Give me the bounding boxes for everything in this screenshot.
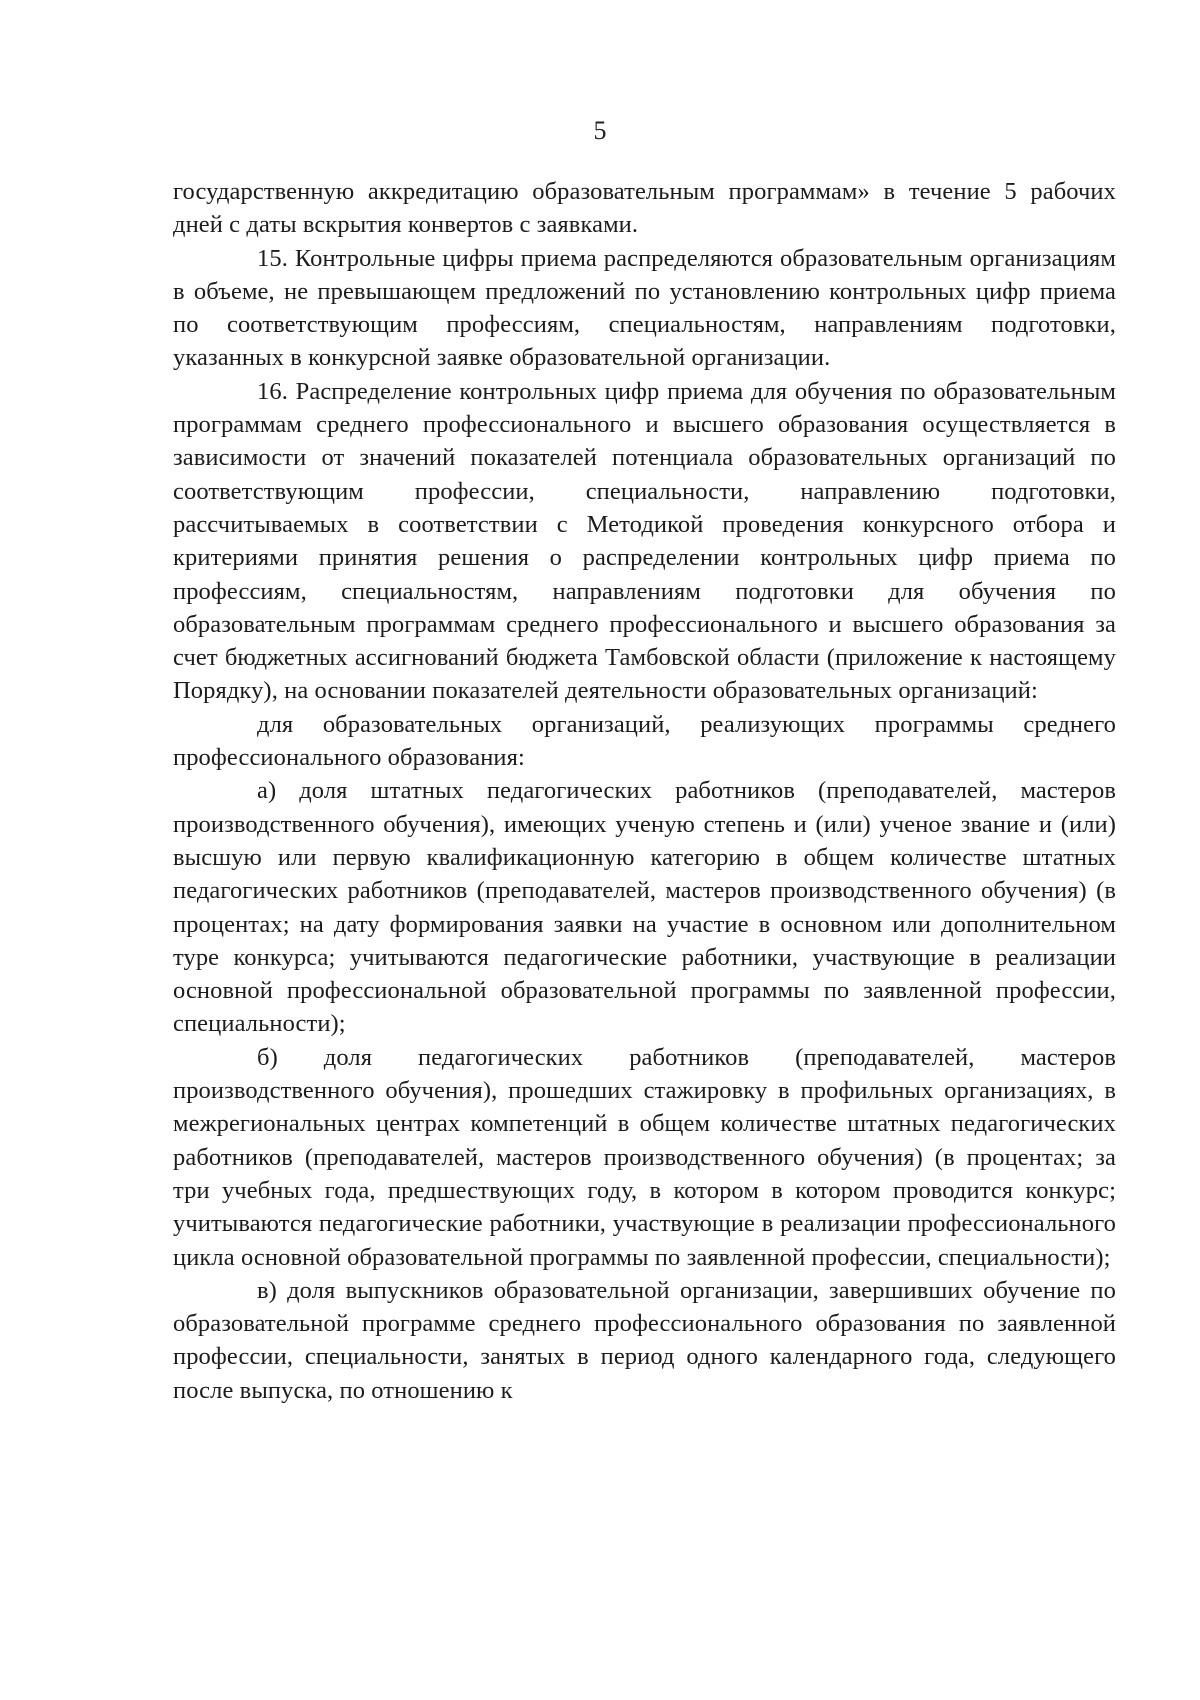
paragraph-16: 16. Распределение контрольных цифр приема для обучения по образовательным программам среднего профессионального и высшего образования осуществляется в зависимости от значений показателей потенциала образовательных организаций по соответствующим профессии, специальности, направлению подготовки, рассчитываемых в соответствии с Методикой проведения конкурсного отбора и критериями принятия решения о распределении контрольных цифр приема по профессиям, специальностям, направлениям подготовки для обучения по образовательным программам среднего профессионального и высшего образования за счет бюджетных ассигнований бюджета Тамбовской области (приложение к настоящему Порядку), на основании показателей деятельности образовательных организаций: xyxy=(173,377,1116,705)
list-item-v: в) доля выпускников образовательной организации, завершивших обучение по образовательной программе среднего профессионального образования по заявленной профессии, специальности, занятых в период одного календарного года, следующего после выпуска, по отношению к xyxy=(173,1276,1116,1404)
paragraph-continuation: государственную аккредитацию образовательным программам» в течение 5 рабочих дней с даты вскрытия конвертов с заявками. xyxy=(173,178,1116,239)
list-item-b: б) доля педагогических работников (преподавателей, мастеров производственного обучения), прошедших стажировку в профильных организациях, в межрегиональных центрах компетенций в общем количестве штатных педагогических работников (преподавателей, мастеров производственного обучения) (в процентах; за три учебных года, предшествующих году, в котором в котором проводится конкурс; учитываются педагогические работники, участвующие в реализации профессионального цикла основной образовательной программы по заявленной профессии, специальности); xyxy=(173,1043,1116,1271)
paragraph-spo-intro: для образовательных организаций, реализующих программы среднего профессионального образования: xyxy=(173,710,1116,772)
list-item-a: а) доля штатных педагогических работников (преподавателей, мастеров производственного обучения), имеющих ученую степень и (или) ученое звание и (или) высшую или первую квалификационную категорию в общем количестве штатных педагогических работников (преподавателей, мастеров производственного обучения) (в процентах; на дату формирования заявки на участие в основном или дополнительном туре конкурса; учитываются педагогические работники, участвующие в реализации основной профессиональной образовательной программы по заявленной профессии, специальности); xyxy=(173,777,1116,1038)
paragraph-15: 15. Контрольные цифры приема распределяются образовательным организациям в объеме, не превышающем предложений по установлению контрольных цифр приема по соответствующим профессиям, специальностям, направлениям подготовки, указанных в конкурсной заявке образовательной организации. xyxy=(173,244,1116,372)
page-number: 5 xyxy=(593,116,607,145)
document-body xyxy=(173,175,1116,1407)
